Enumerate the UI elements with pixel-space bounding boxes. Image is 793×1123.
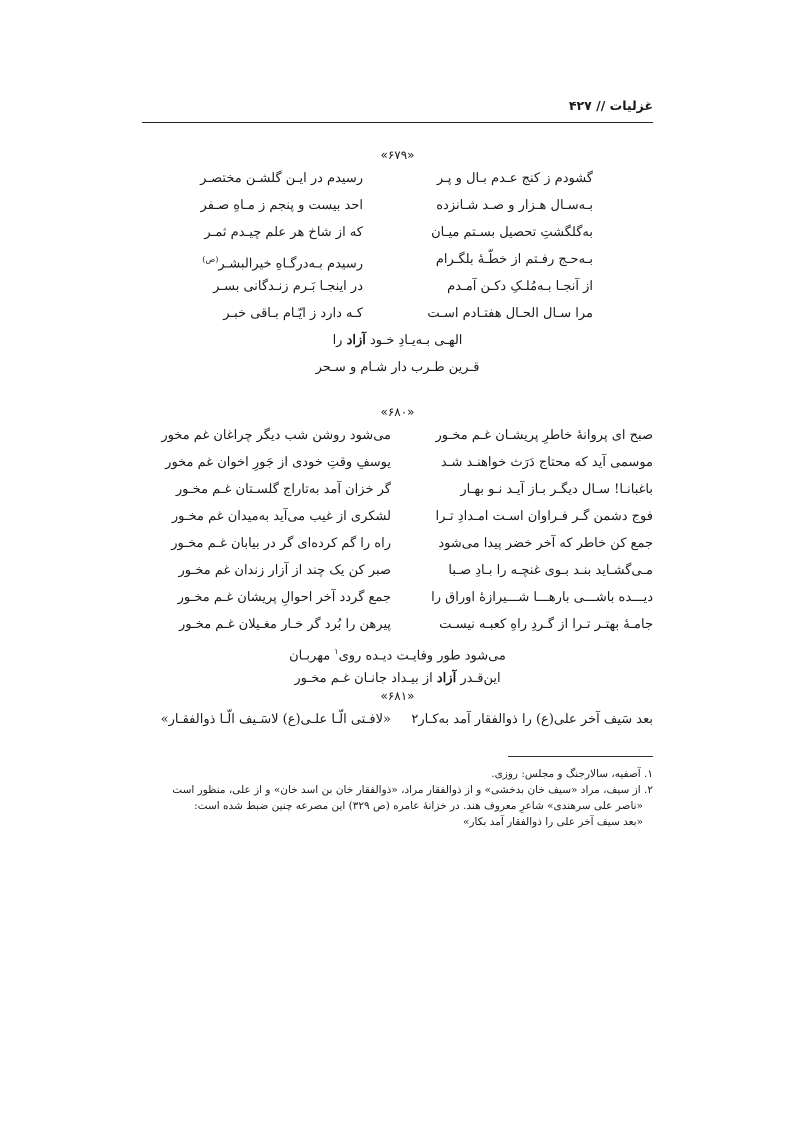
couplet bbox=[142, 192, 653, 219]
closing-text: مهربـان bbox=[289, 648, 335, 664]
header-rule bbox=[142, 122, 653, 123]
footnotes bbox=[142, 766, 653, 830]
footnote-continuation: «ناصر علی سرهندی» شاعرِ معروف هند. در خزانهٔ عامره (ص ۳۲۹) این مصرعه چنین ضبط شده است: bbox=[194, 800, 643, 812]
couplet bbox=[142, 165, 653, 192]
couplet bbox=[142, 530, 653, 557]
hemistich-first: مـی‌گشـاید بنـد بـوی غنچـه را بـادِ صـبا bbox=[448, 563, 653, 578]
couplet bbox=[142, 557, 653, 584]
hemistich-first: فوج دشمن گـر فـراوان اسـت امـدادِ تـرا bbox=[435, 509, 653, 524]
hemistich-first: موسمی آید که محتاج دَرَث خواهنـد شـد bbox=[440, 455, 653, 470]
couplet bbox=[142, 611, 653, 638]
poem-number: «۶۷۹» bbox=[380, 148, 415, 162]
hemistich-second: در اینجـا بَـرم زنـدگانی بسـر bbox=[213, 279, 363, 294]
hemistich-second: می‌شود روشن شب دیگر چراغان غم مخور bbox=[161, 428, 391, 443]
hemistich-second: احد بیست و پنجم ز مـاهِ صـفر bbox=[200, 198, 363, 213]
couplet bbox=[142, 300, 653, 327]
header-title: غزلیات // ۴۲۷ bbox=[568, 98, 653, 113]
couplet bbox=[142, 273, 653, 300]
hemistich-second: لشکری از غیب می‌آید به‌میدان غم مخـور bbox=[171, 509, 391, 524]
hemistich-second: پیرهن را بُرد گر خـار مغـیلان غـم مخـور bbox=[179, 617, 391, 632]
hemistich-first: مرا سـال الحـال هفتـادم اسـت bbox=[427, 306, 593, 321]
poem-number: «۶۸۰» bbox=[380, 405, 415, 419]
pen-name: آزاد bbox=[436, 671, 457, 686]
closing-line bbox=[142, 327, 653, 354]
hemistich-second: رسیدم در ایـن گلشـن مختصـر bbox=[200, 171, 363, 186]
hemistich-first: باغبانـا! سـال دیگـر بـاز آیـد نـو بهـار bbox=[460, 482, 653, 497]
couplet bbox=[142, 503, 653, 530]
poem-679 bbox=[142, 145, 653, 381]
closing-text: قـرین طـرب دار شـام و سـحر bbox=[315, 360, 480, 375]
hemistich-second: جمع گردد آخر احوالِ پریشان غـم مخـور bbox=[177, 590, 391, 605]
honorific-sup: (ص) bbox=[202, 255, 219, 264]
hemistich-second: راه را گم کرده‌ای گر در بیابان غـم مخـور bbox=[171, 536, 391, 551]
hemistich-second: گر خزان آمد به‌تاراج گلسـتان غـم مخـور bbox=[175, 482, 391, 497]
hemistich-first: به‌گلگشتِ تحصیل بسـتم میـان bbox=[431, 225, 593, 240]
couplet bbox=[142, 422, 653, 449]
closing-text: را bbox=[332, 333, 347, 348]
hemistich-first: بـه‌حـج رفـتم از خطّـهٔ بلگـرام bbox=[435, 252, 593, 267]
couplet bbox=[142, 706, 653, 733]
closing-text: از بیـداد جانـان غـم مخـور bbox=[294, 671, 437, 686]
hemistich-first: بـه‌سـال هـزار و صـد شـانزده bbox=[436, 198, 593, 213]
hemistich-first: صبح ای پروانهٔ خاطرِ پریشـان غـم مخـور bbox=[435, 428, 653, 443]
footnote-ref: ۱ bbox=[334, 647, 339, 656]
poem-681 bbox=[142, 686, 653, 733]
running-header bbox=[142, 96, 653, 120]
hemistich-first: گشودم ز کنج عـدم بـال و پـر bbox=[436, 171, 593, 186]
poem-680 bbox=[142, 402, 653, 692]
hemistich-second: یوسفِ وقتِ خودی از جَورِ اخوان غم مخور bbox=[165, 455, 391, 470]
closing-line bbox=[142, 354, 653, 381]
couplet bbox=[142, 219, 653, 246]
footnote-quote: «بعد سیف آخر علی را ذوالفقار آمد بکار» bbox=[462, 816, 643, 828]
hemistich-first: جمع کن خاطر که آخر خضر پیدا می‌شود bbox=[438, 536, 653, 551]
pen-name: آزاد bbox=[346, 333, 366, 348]
footnote: ۲. از سیف، مراد «سیف خان بدخشی» و از ذوالفقار مراد، «ذوالفقار خان بن اسد خان» و از علی، منظور است bbox=[172, 784, 653, 796]
couplet bbox=[142, 476, 653, 503]
hemistich-second: که از شاخ هر علم چیـدم ثمـر bbox=[204, 225, 363, 240]
hemistich-second: کـه دارد ز ایّـام بـاقی خبـر bbox=[223, 306, 363, 321]
couplet bbox=[142, 449, 653, 476]
couplet bbox=[142, 584, 653, 611]
closing-text: این‌قـدر bbox=[456, 671, 501, 686]
hemistich-first: دیـــده باشـــی بارهـــا شـــیرازهٔ اوراق را bbox=[431, 590, 653, 605]
hemistich-first: جامـهٔ بهتـر تـرا از گـردِ راهِ کعبـه نیسـت bbox=[439, 617, 653, 632]
hemistich-first: از آنجـا بـه‌مُلـکِ دکـن آمـدم bbox=[447, 279, 593, 294]
footnote: ۱. آصفیه، سالارجنگ و مجلس: روزی. bbox=[491, 768, 653, 780]
hemistich-text: رسیدم بـه‌درگـاهِ خیرالبشـر bbox=[218, 256, 363, 272]
hemistich-second: «لافـتی الّـا علـی(ع) لاسَـیف الّـا ذوالفقـار» bbox=[160, 712, 391, 727]
closing-text: الهـی بـه‌یـادِ خـود bbox=[365, 333, 463, 348]
footnote-rule bbox=[508, 756, 653, 757]
hemistich-second: صبر کن یک چند از آزار زندان غم مخـور bbox=[178, 563, 391, 578]
couplet bbox=[142, 246, 653, 273]
closing-line bbox=[142, 638, 653, 665]
hemistich-first: بعد سَیف آخر علی(ع) را ذوالفقار آمد به‌کـار۲ bbox=[411, 712, 653, 727]
closing-text: می‌شود طور وفایـت دیـده روی bbox=[338, 648, 506, 664]
poem-number: «۶۸۱» bbox=[380, 689, 415, 703]
